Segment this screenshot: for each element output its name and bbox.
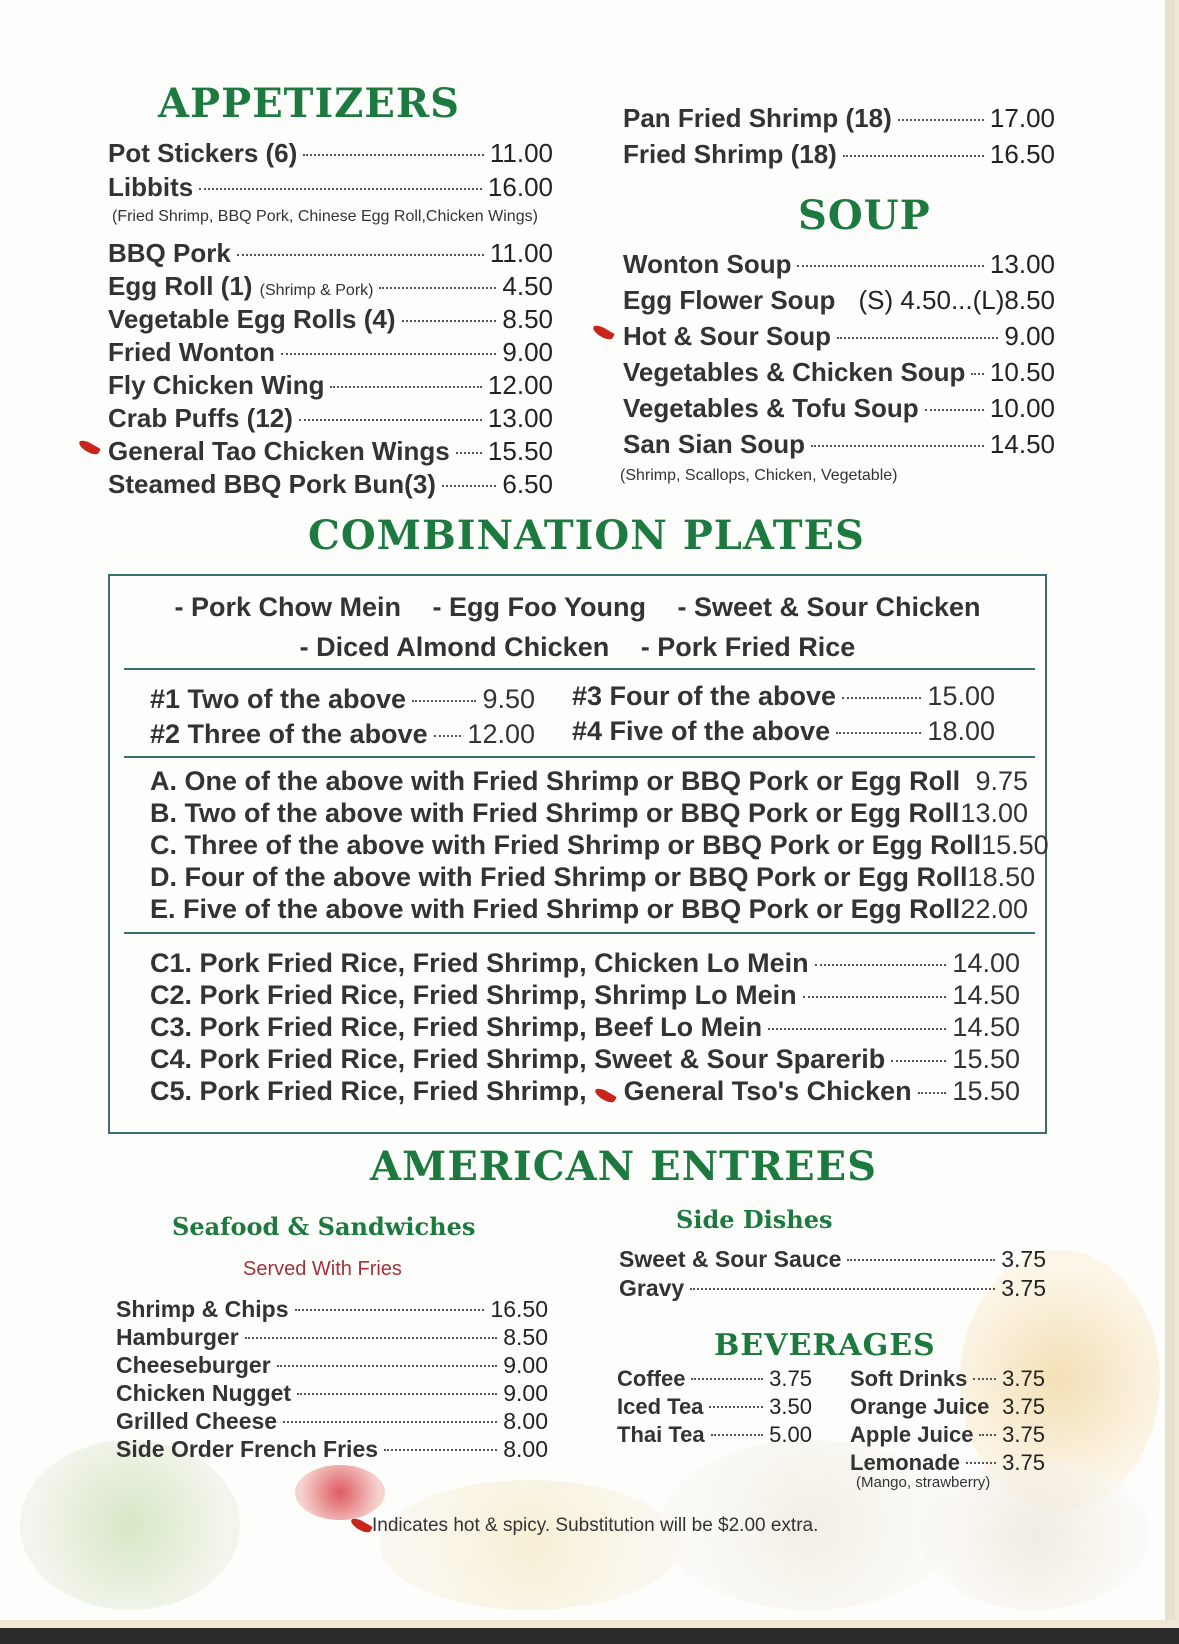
combo-option: - Pork Fried Rice <box>640 632 856 662</box>
item-name: Shrimp & Chips <box>116 1296 289 1322</box>
item-name: Crab Puffs (12) <box>108 403 293 433</box>
beverage-item <box>617 1366 812 1392</box>
leader-dots <box>711 1434 764 1436</box>
soup-item <box>623 285 1055 316</box>
combination-heading: COMBINATION PLATES <box>308 512 865 559</box>
item-price: 11.00 <box>489 138 553 168</box>
item-price: 12.00 <box>467 719 535 749</box>
item-name: Coffee <box>617 1366 686 1391</box>
item-price: 15.50 <box>952 1076 1020 1106</box>
item-price: 14.50 <box>989 429 1055 459</box>
item-price: 5.00 <box>769 1422 812 1447</box>
item-name: Soft Drinks <box>850 1366 968 1391</box>
appetizer-item <box>108 337 553 368</box>
side-dish-item <box>619 1246 1046 1273</box>
beverage-item <box>850 1450 1045 1476</box>
item-price: 15.50 <box>952 1044 1020 1074</box>
item-name: Egg Roll (1) <box>108 271 253 301</box>
leader-dots <box>330 386 481 388</box>
leader-dots <box>803 996 947 998</box>
item-price: 3.75 <box>769 1366 812 1391</box>
item-price: 13.00 <box>989 249 1055 279</box>
item-name: Vegetables & Chicken Soup <box>623 357 966 387</box>
beverage-item <box>850 1394 1045 1420</box>
item-name: B. Two of the above with Fried Shrimp or BBQ Pork or Egg Roll <box>150 798 960 828</box>
leader-dots <box>434 735 462 737</box>
combo-c-item <box>150 948 1020 979</box>
item-name: #2 Three of the above <box>150 719 428 749</box>
item-price: 9.50 <box>482 684 535 714</box>
leader-dots <box>283 1421 497 1423</box>
combo-lettered-item <box>150 830 1049 861</box>
beverage-item <box>850 1366 1045 1392</box>
leader-dots <box>297 1393 497 1395</box>
item-name: Cheeseburger <box>116 1352 271 1378</box>
appetizer-item <box>108 271 553 302</box>
item-price: 22.00 <box>960 894 1028 924</box>
item-price: 14.50 <box>952 1012 1020 1042</box>
item-name: Grilled Cheese <box>116 1408 278 1434</box>
combo-c-item <box>150 980 1020 1011</box>
leader-dots <box>836 732 921 734</box>
item-price: 9.75 <box>975 766 1028 796</box>
item-name: Libbits <box>108 172 194 202</box>
leader-dots <box>379 287 496 289</box>
item-price: 9.00 <box>1004 321 1055 351</box>
item-price: 12.00 <box>487 370 553 400</box>
leader-dots <box>442 485 496 487</box>
item-price: 15.50 <box>981 830 1049 860</box>
american-item <box>116 1408 548 1435</box>
item-price: 3.75 <box>1001 1246 1046 1272</box>
divider <box>124 932 1035 934</box>
divider <box>124 668 1035 670</box>
appetizers-heading: APPETIZERS <box>158 80 460 127</box>
item-name: Egg Flower Soup <box>623 285 836 315</box>
leader-dots <box>402 320 497 322</box>
combo-lettered-item <box>150 798 1028 829</box>
combo-c-item <box>150 1044 1020 1075</box>
item-name: Orange Juice <box>850 1394 990 1419</box>
beverages-heading: BEVERAGES <box>714 1328 936 1363</box>
leader-dots <box>199 188 482 190</box>
served-with-note: Served With Fries <box>243 1258 402 1280</box>
item-price: (S) 4.50...(L)8.50 <box>858 285 1055 315</box>
chili-pepper-icon <box>591 323 615 342</box>
combination-box <box>108 574 1047 1134</box>
item-price: 8.50 <box>502 304 553 334</box>
item-name: #3 Four of the above <box>572 681 837 711</box>
leader-dots <box>979 1434 996 1436</box>
item-price: 8.00 <box>503 1408 548 1434</box>
combo-c-item <box>150 1012 1020 1043</box>
item-price: 17.00 <box>989 103 1055 133</box>
food-wonton-image <box>380 1480 680 1610</box>
item-price: 3.50 <box>769 1394 812 1419</box>
item-name: Iced Tea <box>617 1394 704 1419</box>
combo-option: - Egg Foo Young <box>432 592 646 622</box>
shrimp-item <box>623 139 1055 170</box>
item-price: 9.00 <box>502 337 553 367</box>
american-item <box>116 1324 548 1351</box>
combo-numbered-item <box>572 681 995 712</box>
food-salad-image <box>20 1440 240 1610</box>
item-price: 4.50 <box>502 271 553 301</box>
leader-dots <box>847 1259 995 1261</box>
appetizer-item <box>108 436 553 467</box>
item-name: C5. Pork Fried Rice, Fried Shrimp, <box>150 1076 587 1106</box>
combo-option: - Sweet & Sour Chicken <box>677 592 981 622</box>
leader-dots <box>299 419 482 421</box>
combo-lettered-item <box>150 766 1028 797</box>
item-price: 8.50 <box>503 1324 548 1350</box>
item-name: Wonton Soup <box>623 249 792 279</box>
item-price: 10.00 <box>989 393 1055 423</box>
item-name: A. One of the above with Fried Shrimp or BBQ Pork or Egg Roll <box>150 766 961 796</box>
combo-options-row <box>110 632 1045 663</box>
beverage-item <box>617 1394 812 1420</box>
footer-note: Indicates hot & spicy. Substitution will be $2.00 extra. <box>372 1515 819 1536</box>
seafood-sandwiches-heading: Seafood & Sandwiches <box>172 1212 476 1241</box>
leader-dots <box>815 964 947 966</box>
appetizer-item <box>108 469 553 500</box>
leader-dots <box>768 1028 946 1030</box>
item-price: 16.50 <box>989 139 1055 169</box>
item-price: 3.75 <box>1002 1422 1045 1447</box>
leader-dots <box>412 700 476 702</box>
item-note: (Shrimp & Pork) <box>259 282 374 299</box>
appetizer-item <box>108 403 553 434</box>
item-price: 9.00 <box>503 1380 548 1406</box>
item-name: Vegetable Egg Rolls (4) <box>108 304 396 334</box>
item-name: Thai Tea <box>617 1422 705 1447</box>
item-price: 11.00 <box>489 238 553 268</box>
item-price: 10.50 <box>989 357 1055 387</box>
leader-dots <box>295 1309 485 1311</box>
leader-dots <box>691 1378 763 1380</box>
combo-numbered-item <box>572 716 995 747</box>
item-price: 8.00 <box>503 1436 548 1462</box>
item-name: Lemonade <box>850 1450 961 1475</box>
appetizer-item <box>108 238 553 269</box>
leader-dots <box>237 254 484 256</box>
item-price: 18.00 <box>927 716 995 746</box>
leader-dots <box>843 155 984 157</box>
combo-lettered-item <box>150 862 1036 893</box>
combo-lettered-item <box>150 894 1028 925</box>
item-name: Pot Stickers (6) <box>108 138 298 168</box>
leader-dots <box>277 1365 498 1367</box>
item-name: C3. Pork Fried Rice, Fried Shrimp, Beef Lo Mein <box>150 1012 763 1042</box>
item-price: 13.00 <box>960 798 1028 828</box>
leader-dots <box>245 1337 498 1339</box>
item-name: Apple Juice <box>850 1422 974 1447</box>
soup-item <box>623 321 1055 352</box>
soup-heading: SOUP <box>798 192 931 239</box>
item-name-spicy: General Tso's Chicken <box>623 1076 912 1106</box>
item-price: 16.50 <box>490 1296 548 1322</box>
item-name: Sweet & Sour Sauce <box>619 1246 842 1272</box>
beverage-item <box>617 1422 812 1448</box>
item-name: Pan Fried Shrimp (18) <box>623 103 892 133</box>
american-item <box>116 1352 548 1379</box>
item-price: 3.75 <box>1001 1275 1046 1301</box>
item-price: 16.00 <box>487 172 553 202</box>
leader-dots <box>925 409 984 411</box>
item-name: #1 Two of the above <box>150 684 407 714</box>
side-dish-item <box>619 1275 1046 1302</box>
chili-pepper-icon <box>593 1086 617 1105</box>
soup-item <box>623 429 1055 460</box>
item-name: D. Four of the above with Fried Shrimp or BBQ Pork or Egg Roll <box>150 862 968 892</box>
item-name: #4 Five of the above <box>572 716 831 746</box>
item-name: E. Five of the above with Fried Shrimp or BBQ Pork or Egg Roll <box>150 894 961 924</box>
leader-dots <box>918 1092 947 1094</box>
bottom-edge <box>0 1628 1179 1644</box>
item-name: Vegetables & Tofu Soup <box>623 393 919 423</box>
combo-numbered-item <box>150 719 535 750</box>
leader-dots <box>797 265 983 267</box>
chili-pepper-icon <box>77 438 101 457</box>
leader-dots <box>303 154 484 156</box>
item-price: 6.50 <box>502 469 553 499</box>
san-sian-note: (Shrimp, Scallops, Chicken, Vegetable) <box>620 467 898 484</box>
food-sauce-image <box>295 1465 385 1520</box>
combo-option: - Diced Almond Chicken <box>299 632 610 662</box>
appetizer-item <box>108 304 553 335</box>
item-name: General Tao Chicken Wings <box>108 436 450 466</box>
item-name: Fly Chicken Wing <box>108 370 325 400</box>
leader-dots <box>456 452 482 454</box>
item-price: 15.00 <box>927 681 995 711</box>
chili-pepper-icon <box>349 1516 373 1535</box>
item-name: BBQ Pork <box>108 238 231 268</box>
item-name: Chicken Nugget <box>116 1380 292 1406</box>
combo-numbered-item <box>150 684 535 715</box>
item-name: C2. Pork Fried Rice, Fried Shrimp, Shrimp Lo Mein <box>150 980 797 1010</box>
item-price: 3.75 <box>1002 1450 1045 1475</box>
leader-dots <box>811 445 984 447</box>
item-name: Fried Shrimp (18) <box>623 139 837 169</box>
item-price: 15.50 <box>487 436 553 466</box>
leader-dots <box>973 1378 996 1380</box>
leader-dots <box>384 1449 497 1451</box>
combo-options-row <box>110 592 1045 623</box>
soup-item <box>623 249 1055 280</box>
american-item <box>116 1436 548 1463</box>
american-entrees-heading: AMERICAN ENTREES <box>370 1143 878 1190</box>
combo-c-item <box>150 1076 1020 1107</box>
combo-option: - Pork Chow Mein <box>174 592 401 622</box>
american-item <box>116 1380 548 1407</box>
lemonade-note: (Mango, strawberry) <box>856 1474 991 1491</box>
libbits-note: (Fried Shrimp, BBQ Pork, Chinese Egg Roll,Chicken Wings) <box>112 208 538 225</box>
leader-dots <box>281 353 496 355</box>
item-price: 3.75 <box>1002 1394 1045 1419</box>
leader-dots <box>891 1060 946 1062</box>
appetizer-item <box>108 172 553 203</box>
item-price: 14.00 <box>952 948 1020 978</box>
item-price: 3.75 <box>1002 1366 1045 1391</box>
item-price: 9.00 <box>503 1352 548 1378</box>
item-name: Hamburger <box>116 1324 239 1350</box>
item-name: Side Order French Fries <box>116 1436 379 1462</box>
item-price: 13.00 <box>487 403 553 433</box>
leader-dots <box>966 1462 996 1464</box>
shrimp-item <box>623 103 1055 134</box>
leader-dots <box>898 119 984 121</box>
divider <box>124 756 1035 758</box>
item-name: Gravy <box>619 1275 685 1301</box>
item-name: San Sian Soup <box>623 429 806 459</box>
item-price: 14.50 <box>952 980 1020 1010</box>
item-name: C1. Pork Fried Rice, Fried Shrimp, Chicken Lo Mein <box>150 948 809 978</box>
american-item <box>116 1296 548 1323</box>
item-name: Hot & Sour Soup <box>623 321 831 351</box>
leader-dots <box>709 1406 763 1408</box>
item-name: Steamed BBQ Pork Bun(3) <box>108 469 436 499</box>
item-name: C4. Pork Fried Rice, Fried Shrimp, Sweet & Sour Sparerib <box>150 1044 886 1074</box>
soup-item <box>623 393 1055 424</box>
appetizer-item <box>108 138 553 169</box>
appetizer-item <box>108 370 553 401</box>
leader-dots <box>690 1288 995 1290</box>
item-name: Fried Wonton <box>108 337 276 367</box>
item-price: 18.50 <box>967 862 1036 892</box>
soup-item <box>623 357 1055 388</box>
leader-dots <box>837 337 998 339</box>
beverage-item <box>850 1422 1045 1448</box>
leader-dots <box>971 373 983 375</box>
side-dishes-heading: Side Dishes <box>676 1205 833 1234</box>
item-name: C. Three of the above with Fried Shrimp or BBQ Pork or Egg Roll <box>150 830 982 860</box>
leader-dots <box>842 697 921 699</box>
